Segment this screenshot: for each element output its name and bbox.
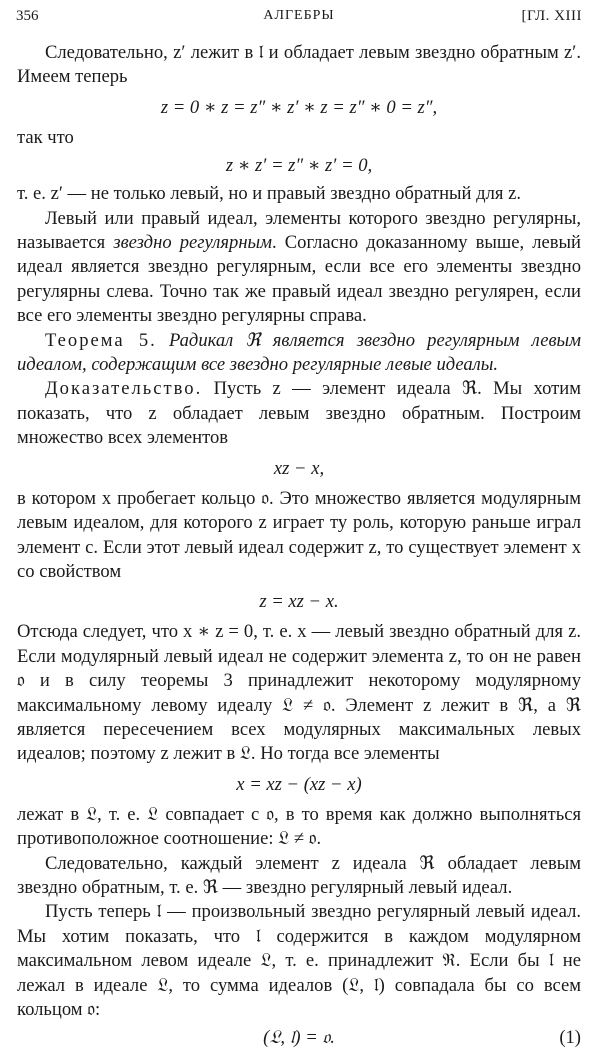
formula-6-body: (𝔏, 𝔩) = 𝔬. xyxy=(263,1027,335,1049)
formula-2: z ∗ z′ = z″ ∗ z′ = 0, xyxy=(225,155,373,177)
proof-text: Пусть z — элемент идеала ℜ. Мы хотим показать, что z обладает левым звездно обратным. Построим множество всех элементов xyxy=(17,378,581,449)
formula-4: z = xz − x. xyxy=(259,591,339,613)
formula-5: x = xz − (xz − x) xyxy=(236,773,362,795)
chapter-label: [ГЛ. XIII xyxy=(521,8,582,24)
theorem-statement: Радикал ℜ является звездно регулярным левым идеалом, содержащим все звездно регулярные левые идеалы. xyxy=(17,329,581,376)
proof-label: Доказательство. xyxy=(45,378,203,400)
running-header xyxy=(16,4,582,28)
formula-3: xz − x, xyxy=(273,457,325,479)
paragraph-3: т. е. z′ — не только левый, но и правый звездно обратный для z. xyxy=(17,183,521,205)
term-star-regular: звездно регулярным xyxy=(113,232,273,254)
paragraph-6: в котором x пробегает кольцо 𝔬. Это множество является модулярным левым идеалом, для которого z играет ту роль, которую раньше играл элемент c. Если этот левый идеал содержит z, то существует элемент x со свойством xyxy=(17,487,581,582)
theorem-label: Теорема 5. xyxy=(45,329,157,351)
paragraph-4-text-b: . Согласно доказанному выше, левый идеал является звездно регулярным, если все его элементы звездно регулярны слева. Точно так же правый идеал звездно регулярен, если все его элементы звездно регулярны справа. xyxy=(17,232,581,327)
formula-1: z = 0 ∗ z = z″ ∗ z′ ∗ z = z″ ∗ 0 = z″, xyxy=(160,96,438,118)
page-number: 356 xyxy=(16,8,39,24)
running-title: АЛГЕБРЫ xyxy=(263,8,335,23)
paragraph-2: так что xyxy=(17,126,74,148)
paragraph-8: лежат в 𝔏, т. е. 𝔏 совпадает с 𝔬, в то время как должно выполняться противоположное соотношение: 𝔏 ≠ 𝔬. xyxy=(17,803,581,850)
paragraph-9: Следовательно, каждый элемент z идеала ℜ обладает левым звездно обратным, т. е. ℜ — звездно регулярный левый идеал. xyxy=(17,852,581,898)
equation-number: (1) xyxy=(559,1027,581,1049)
paragraph-10: Пусть теперь 𝔩 — произвольный звездно регулярный левый идеал. Мы хотим показать, что 𝔩 содержится в каждом модулярном максимальном левом идеале 𝔏, т. е. принадлежит ℜ. Если бы 𝔩 не лежал в идеале 𝔏, то сумма идеалов (𝔏, 𝔩) совпадала бы со всем кольцом 𝔬: xyxy=(17,901,581,1020)
paragraph-7: Отсюда следует, что x ∗ z = 0, т. е. x — левый звездно обратный для z. Если модулярный левый идеал не содержит элемента z, то он не равен 𝔬 и в силу теоремы 3 принадлежит некоторому модулярному максимальному левому идеалу 𝔏 ≠ 𝔬. Элемент z лежит в ℜ, а ℜ является пересечением всех модулярных максимальных левых идеалов; поэтому z лежит в 𝔏. Но тогда все элементы xyxy=(17,621,581,765)
paragraph-4-text-a: Левый или правый идеал, элементы которого звездно регулярны, называется xyxy=(17,207,581,254)
proof-paragraph xyxy=(17,377,581,450)
page-body xyxy=(17,41,581,1054)
paragraph-4 xyxy=(17,207,581,329)
formula-6 xyxy=(17,1022,581,1054)
paragraph-1: Следовательно, z′ лежит в 𝔩 и обладает левым звездно обратным z′. Имеем теперь xyxy=(17,42,581,88)
theorem-5 xyxy=(17,329,581,378)
